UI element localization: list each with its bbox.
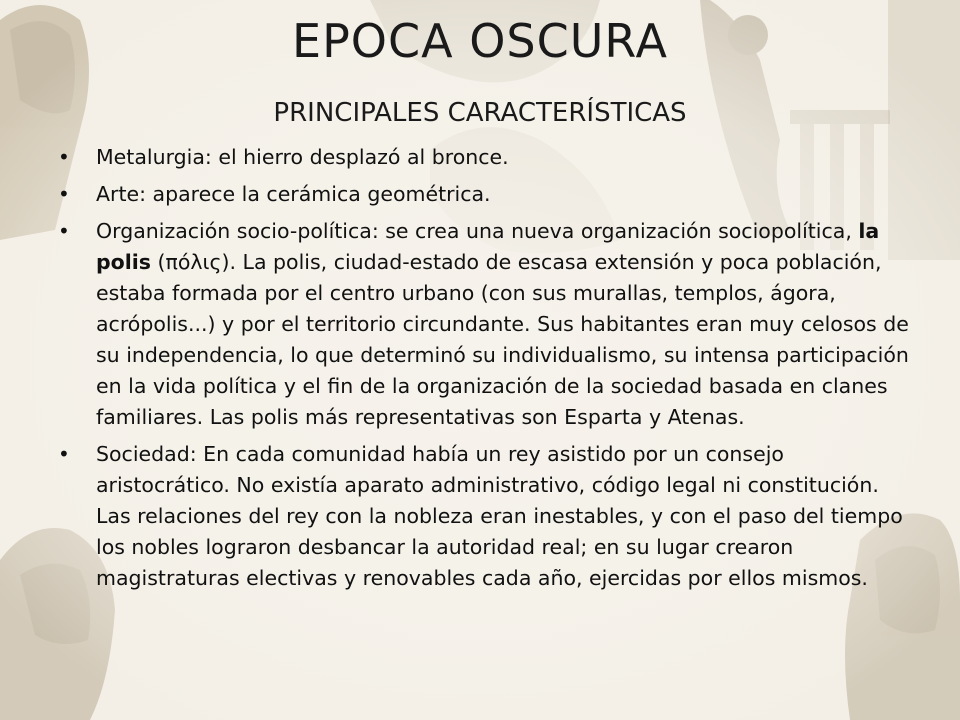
bullet-organizacion [58, 216, 916, 433]
bullet-bold-term: la polis [96, 219, 880, 274]
bullet-metalurgia [58, 142, 916, 173]
bullet-text-before: Organización socio-política: se crea una nueva organización sociopolítica, [96, 219, 859, 243]
bullet-sociedad [58, 439, 916, 594]
bullet-text: Sociedad: En cada comunidad había un rey asistido por un consejo aristocrático. No existía aparato administrativo, código legal ni constitución. Las relaciones del rey con la nobleza eran inestables, y con el paso del tiempo los nobles lograron desbancar la autoridad real; en su lugar crearon magistraturas electivas y renovables cada año, ejercidas por ellos mismos. [96, 442, 903, 590]
bullet-arte [58, 179, 916, 210]
bullet-text: Arte: aparece la cerámica geométrica. [96, 182, 491, 206]
bullet-marker: • [58, 182, 70, 206]
bullet-marker: • [58, 442, 70, 466]
bullet-text-after: (πόλις). La polis, ciudad-estado de escasa extensión y poca población, estaba formada por el centro urbano (con sus murallas, templos, ágora, acrópolis...) y por el territorio circundante. Sus habitantes eran muy celosos de su independencia, lo que determinó su individualismo, su intensa participación en la vida política y el fin de la organización de la sociedad basada en clanes familiares. Las polis más representativas son Esparta y Atenas. [96, 250, 909, 429]
bullet-list [58, 142, 916, 600]
bullet-text: Metalurgia: el hierro desplazó al bronce. [96, 145, 509, 169]
slide-title: EPOCA OSCURA [292, 14, 668, 68]
slide-subtitle: PRINCIPALES CARACTERÍSTICAS [273, 98, 687, 128]
bullet-marker: • [58, 145, 70, 169]
bullet-marker: • [58, 219, 70, 243]
